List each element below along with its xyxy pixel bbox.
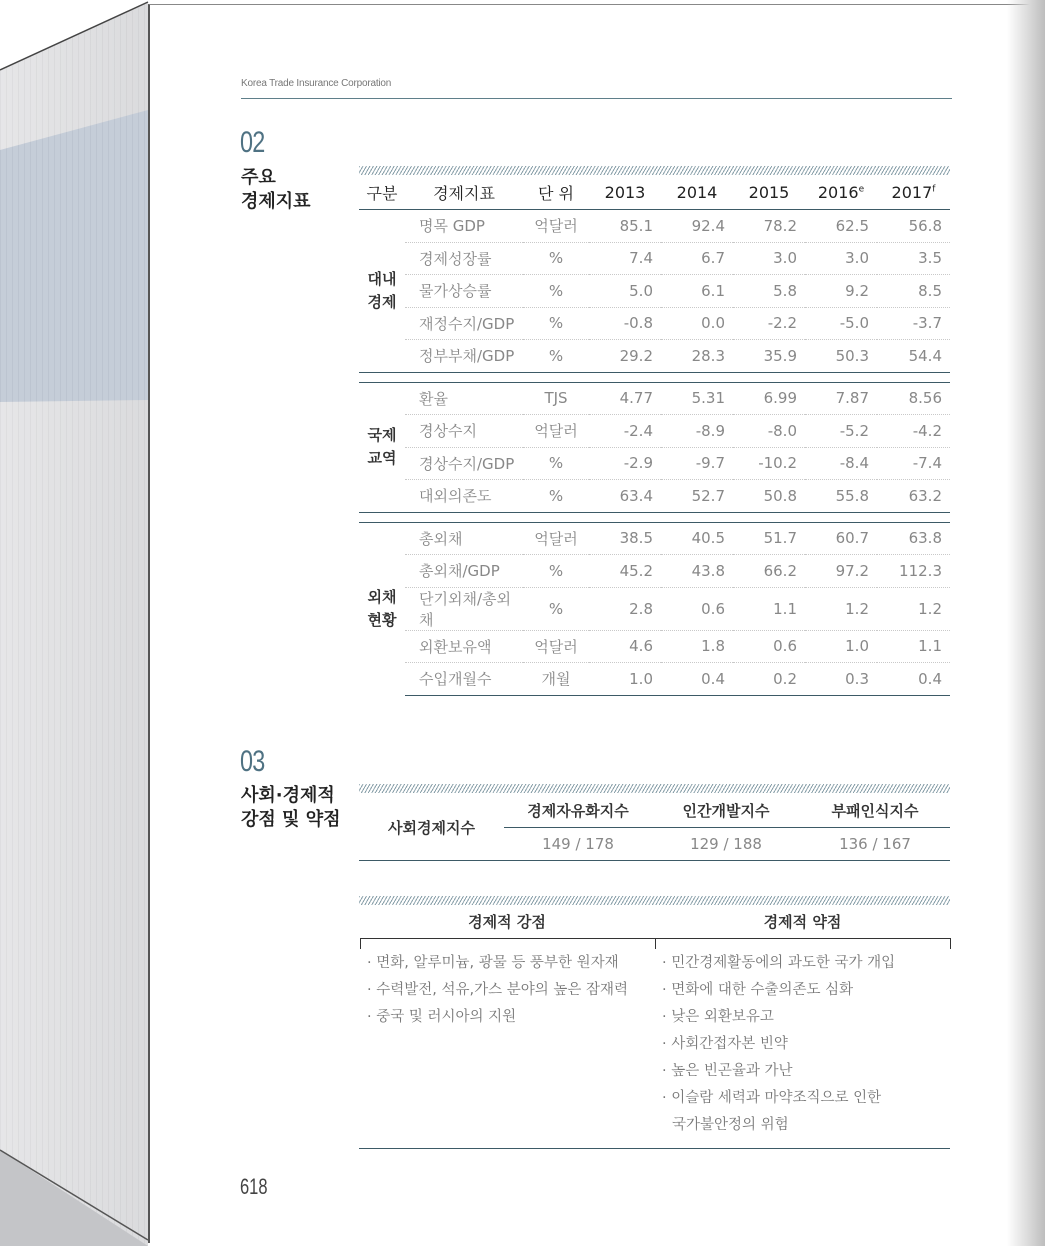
- strengths-table-hatch: [359, 896, 950, 905]
- indicator-name: 환율: [405, 382, 523, 415]
- strengths-bracket: [360, 938, 656, 949]
- indicator-value: 1.0: [589, 663, 661, 696]
- table-row: [359, 382, 950, 415]
- group-label: 외채 현황: [367, 587, 397, 629]
- indicator-value: 1.1: [877, 630, 950, 663]
- strengths-weaknesses-table: [359, 906, 950, 1149]
- indicator-value: 0.4: [661, 663, 733, 696]
- indicator-unit: TJS: [523, 382, 589, 415]
- indicator-value: 38.5: [589, 522, 661, 555]
- indicator-value: -8.4: [805, 447, 877, 480]
- indicator-name: 대외의존도: [419, 487, 492, 506]
- indicator-value: 0.3: [805, 663, 877, 696]
- indicator-value: 62.5: [805, 210, 877, 243]
- indicator-value: 78.2: [733, 210, 805, 243]
- book-spine: [0, 0, 150, 1246]
- indicator-unit: 억달러: [523, 415, 589, 448]
- index-header: 부패인식지수: [800, 794, 950, 828]
- indicator-value: -2.9: [589, 447, 661, 480]
- group-label: 국제 교역: [367, 426, 397, 467]
- indicator-value: -2.4: [589, 415, 661, 448]
- table-row: [359, 663, 950, 696]
- indicator-unit: 억달러: [523, 522, 589, 555]
- weakness-item: · 면화에 대한 수출의존도 심화: [662, 982, 854, 998]
- strength-item: · 면화, 알루미늄, 광물 등 풍부한 원자재: [367, 955, 619, 971]
- indicator-value: 50.8: [763, 486, 797, 505]
- indicator-value: 5.31: [661, 382, 733, 415]
- header-rule: [241, 98, 952, 99]
- indicator-value: -9.7: [661, 447, 733, 480]
- section-02-number: 02: [240, 126, 265, 159]
- col-header: 단 위: [523, 175, 589, 210]
- indicator-value: 6.1: [661, 275, 733, 308]
- indicator-name: 경제성장률: [405, 242, 523, 275]
- indicator-value: 3.0: [805, 242, 877, 275]
- weaknesses-bracket: [655, 938, 951, 949]
- strength-item: · 수력발전, 석유,가스 분야의 높은 잠재력: [367, 982, 628, 998]
- indicator-value: 2.8: [589, 587, 661, 630]
- table-row: [359, 307, 950, 340]
- indicator-name: 총외채: [405, 522, 523, 555]
- indicator-value: 0.6: [733, 630, 805, 663]
- indicator-unit: %: [523, 242, 589, 275]
- indicator-name: 총외채/GDP: [405, 555, 523, 588]
- strength-item: · 중국 및 러시아의 지원: [367, 1009, 517, 1025]
- weaknesses-list: [662, 950, 895, 1139]
- weakness-item: · 높은 빈곤율과 가난: [662, 1063, 793, 1079]
- weakness-item: · 민간경제활동에의 과도한 국가 개입: [662, 955, 896, 971]
- indicator-unit: %: [548, 346, 564, 365]
- indicator-value: 45.2: [589, 555, 661, 588]
- indicator-value: 66.2: [733, 555, 805, 588]
- table-row: [359, 447, 950, 480]
- indicator-value: 51.7: [733, 522, 805, 555]
- indicator-value: 85.1: [589, 210, 661, 243]
- indicator-value: 112.3: [877, 555, 950, 588]
- indicator-value: -7.4: [877, 447, 950, 480]
- indicator-value: 92.4: [661, 210, 733, 243]
- table-top-hatch: [359, 166, 950, 175]
- indicator-value: -3.7: [877, 307, 950, 340]
- col-header: 2015: [733, 175, 805, 210]
- indicator-value: 60.7: [805, 522, 877, 555]
- index-value: 149 / 178: [504, 828, 652, 861]
- section-03-title: 사회·경제적 강점 및 약점: [241, 785, 341, 830]
- index-header: 인간개발지수: [652, 794, 800, 828]
- section-02-title: 주요 경제지표: [241, 167, 311, 212]
- group-label: 대내 경제: [367, 269, 397, 311]
- indicator-value: 6.99: [733, 382, 805, 415]
- indicator-value: 0.6: [661, 587, 733, 630]
- indicator-name: 단기외채/총외채: [405, 587, 523, 630]
- indicator-value: 8.5: [877, 275, 950, 308]
- indicator-value: 6.7: [661, 242, 733, 275]
- indicator-value: 28.3: [691, 346, 725, 365]
- indicator-value: 3.0: [733, 242, 805, 275]
- indicator-value: 3.5: [877, 242, 950, 275]
- indicator-unit: %: [523, 275, 589, 308]
- indicator-unit: %: [523, 587, 589, 630]
- table-row: [359, 275, 950, 308]
- table-row: [359, 242, 950, 275]
- weakness-item: · 낮은 외환보유고: [662, 1009, 774, 1025]
- indicator-value: 7.4: [589, 242, 661, 275]
- indicator-name: 물가상승률: [405, 275, 523, 308]
- socio-economic-index-table: [359, 794, 950, 861]
- table-row: [359, 210, 950, 243]
- weaknesses-header: 경제적 약점: [763, 913, 842, 931]
- index-table-hatch: [359, 784, 950, 793]
- indicator-value: 54.4: [908, 346, 942, 365]
- indicator-value: 97.2: [805, 555, 877, 588]
- indicator-unit: %: [523, 555, 589, 588]
- table-row: [359, 555, 950, 588]
- weakness-item: · 이슬람 세력과 마약조직으로 인한: [662, 1090, 882, 1106]
- indicator-value: 56.8: [877, 210, 950, 243]
- col-header: 경제지표: [405, 175, 523, 210]
- indicator-value: 1.2: [877, 587, 950, 630]
- indicator-value: 40.5: [661, 522, 733, 555]
- indicator-name: 명목 GDP: [405, 210, 523, 243]
- group-separator: [359, 512, 950, 522]
- col-header-2016: 2016e: [805, 175, 877, 210]
- indicator-value: 35.9: [763, 346, 797, 365]
- page-number: 618: [240, 1174, 268, 1199]
- indicator-value: -10.2: [733, 447, 805, 480]
- indicator-value: 0.0: [661, 307, 733, 340]
- indicator-value: 7.87: [805, 382, 877, 415]
- col-header: 구분: [359, 175, 405, 210]
- table-row: [359, 415, 950, 448]
- table-row: [359, 630, 950, 663]
- group-separator: [359, 372, 950, 382]
- table-header-row: [359, 175, 950, 210]
- table-row: [359, 522, 950, 555]
- index-row-label: 사회경제지수: [359, 794, 504, 861]
- indicator-value: -2.2: [733, 307, 805, 340]
- index-value: 129 / 188: [652, 828, 800, 861]
- indicator-value: -4.2: [877, 415, 950, 448]
- col-header: 2014: [661, 175, 733, 210]
- indicator-name: 재정수지/GDP: [405, 307, 523, 340]
- col-header-2017: 2017$^f$: [877, 175, 950, 210]
- indicator-value: 63.4: [619, 486, 653, 505]
- table-row: [359, 587, 950, 630]
- section-03-number: 03: [240, 745, 265, 778]
- indicator-unit: 억달러: [523, 630, 589, 663]
- weakness-item: · 사회간접자본 빈약: [662, 1036, 788, 1052]
- indicator-value: 63.2: [908, 486, 942, 505]
- indicator-value: -0.8: [589, 307, 661, 340]
- indicator-value: -5.0: [805, 307, 877, 340]
- indicator-value: 50.3: [835, 346, 869, 365]
- indicator-name: 수입개월수: [405, 663, 523, 696]
- indicator-value: -8.9: [661, 415, 733, 448]
- indicator-value: 43.8: [661, 555, 733, 588]
- weakness-item: 국가불안정의 위험: [672, 1117, 789, 1133]
- indicator-value: 9.2: [805, 275, 877, 308]
- indicator-value: 5.0: [589, 275, 661, 308]
- indicator-unit: %: [523, 447, 589, 480]
- indicator-value: 52.7: [691, 486, 725, 505]
- table-row: [359, 480, 950, 513]
- page-edge-shadow: [1007, 0, 1045, 1246]
- indicator-value: 4.77: [589, 382, 661, 415]
- indicator-value: 8.56: [877, 382, 950, 415]
- table-row: [359, 340, 950, 373]
- indicator-value: 55.8: [835, 486, 869, 505]
- indicator-name: 정부부채/GDP: [419, 347, 515, 366]
- indicator-unit: 개월: [523, 663, 589, 696]
- indicator-value: 63.8: [877, 522, 950, 555]
- economic-indicators-table: [359, 175, 950, 696]
- indicator-value: 0.2: [733, 663, 805, 696]
- strengths-list: [367, 950, 628, 1031]
- col-header: 2013: [589, 175, 661, 210]
- indicator-unit: 억달러: [523, 210, 589, 243]
- indicator-value: 0.4: [877, 663, 950, 696]
- indicator-name: 경상수지: [405, 415, 523, 448]
- indicator-value: 1.2: [805, 587, 877, 630]
- indicator-value: 29.2: [619, 346, 653, 365]
- indicator-value: 1.1: [733, 587, 805, 630]
- index-header-row: [359, 794, 950, 828]
- indicator-unit: %: [523, 307, 589, 340]
- indicator-value: 1.0: [805, 630, 877, 663]
- indicator-value: -5.2: [805, 415, 877, 448]
- index-value: 136 / 167: [800, 828, 950, 861]
- index-header: 경제자유화지수: [504, 794, 652, 828]
- indicator-value: 4.6: [589, 630, 661, 663]
- indicator-unit: %: [548, 486, 564, 505]
- indicator-name: 외환보유액: [405, 630, 523, 663]
- indicator-value: 1.8: [661, 630, 733, 663]
- running-head: Korea Trade Insurance Corporation: [241, 78, 392, 89]
- indicator-value: -8.0: [733, 415, 805, 448]
- indicator-name: 경상수지/GDP: [405, 447, 523, 480]
- indicator-value: 5.8: [733, 275, 805, 308]
- strengths-header: 경제적 강점: [468, 913, 546, 931]
